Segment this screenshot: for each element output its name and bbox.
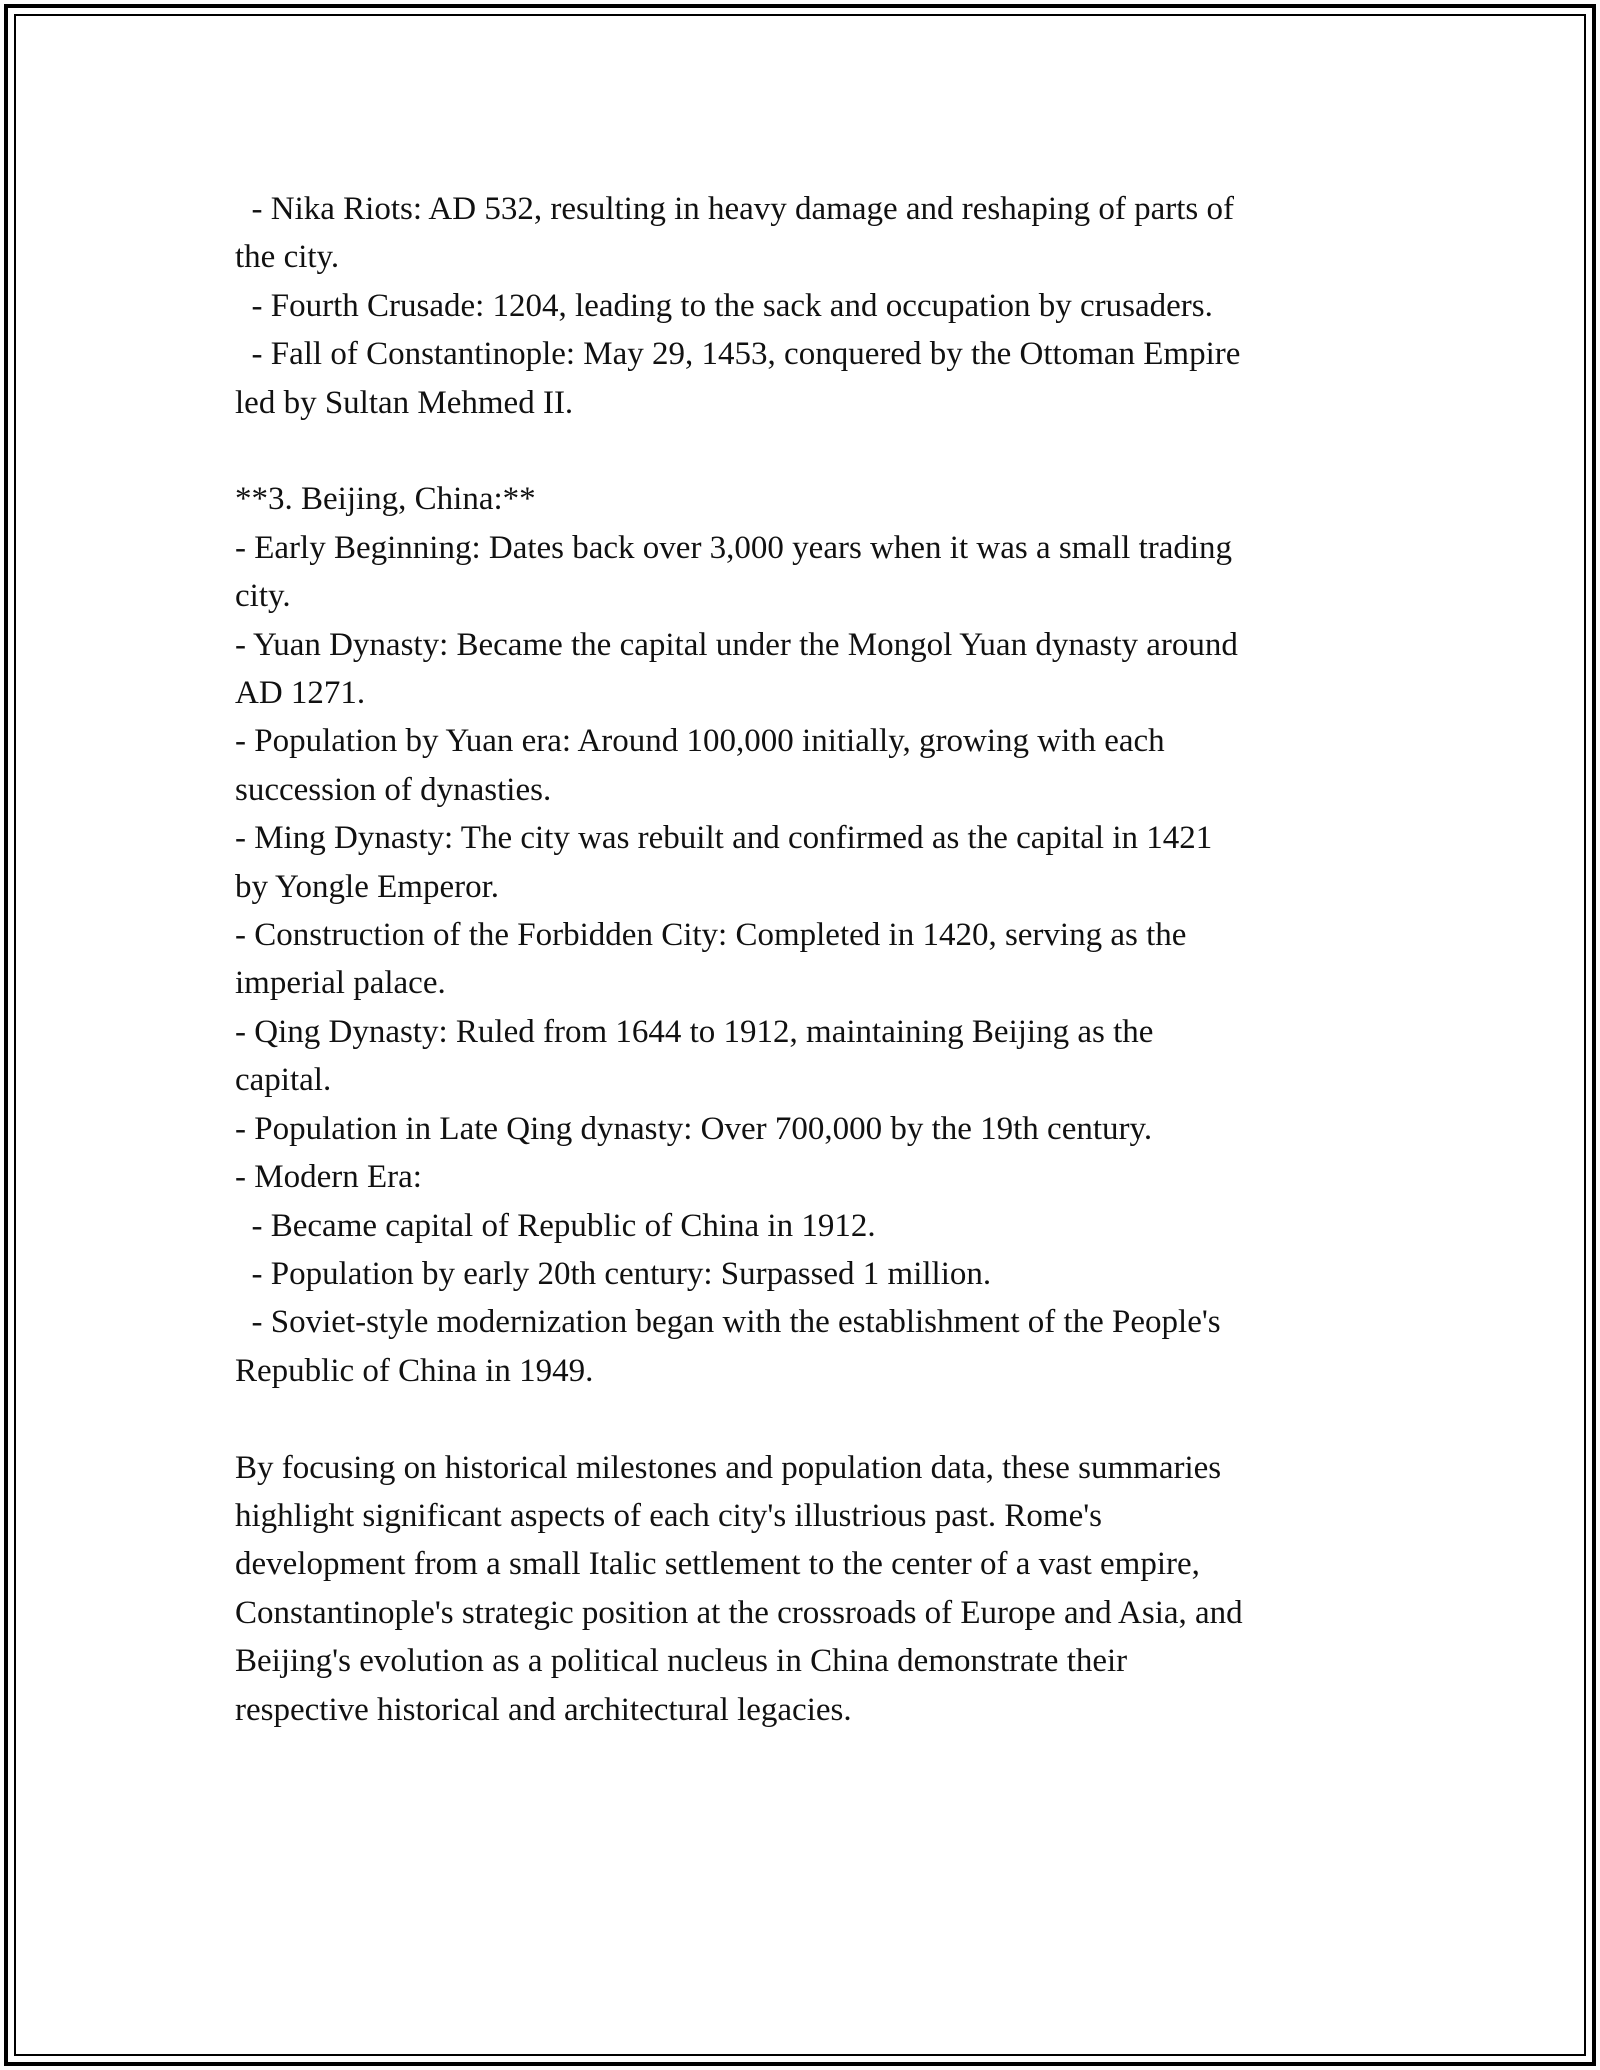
text-line: - Nika Riots: AD 532, resulting in heavy damage and reshaping of parts of	[235, 191, 1234, 227]
text-line: - Qing Dynasty: Ruled from 1644 to 1912, maintaining Beijing as the	[235, 1013, 1154, 1050]
text-line: by Yongle Emperor.	[235, 868, 499, 905]
text-line: led by Sultan Mehmed II.	[235, 384, 574, 421]
text-line: By focusing on historical milestones and population data, these summaries	[235, 1449, 1222, 1486]
text-line: city.	[235, 578, 291, 615]
text-line: the city.	[235, 239, 340, 276]
paragraph-spacer	[235, 427, 1365, 475]
text-line: - Fall of Constantinople: May 29, 1453, conquered by the Ottoman Empire	[235, 336, 1241, 373]
section-heading: **3. Beijing, China:**	[235, 481, 536, 518]
text-line: Constantinople's strategic position at the crossroads of Europe and Asia, and	[235, 1594, 1243, 1631]
text-line: imperial palace.	[235, 965, 446, 1002]
text-line: capital.	[235, 1062, 332, 1099]
text-line: - Fourth Crusade: 1204, leading to the sack and occupation by crusaders.	[235, 287, 1213, 324]
text-line: - Soviet-style modernization began with the establishment of the People's	[235, 1304, 1221, 1341]
text-line: - Construction of the Forbidden City: Completed in 1420, serving as the	[235, 917, 1187, 954]
text-line: - Ming Dynasty: The city was rebuilt and confirmed as the capital in 1421	[235, 820, 1213, 857]
text-line: development from a small Italic settlement to the center of a vast empire,	[235, 1546, 1200, 1583]
text-line: - Yuan Dynasty: Became the capital under the Mongol Yuan dynasty around	[235, 626, 1238, 663]
text-line: respective historical and architectural legacies.	[235, 1691, 852, 1728]
text-line: - Became capital of Republic of China in 1912.	[235, 1207, 876, 1244]
text-line: Republic of China in 1949.	[235, 1352, 594, 1389]
text-line: AD 1271.	[235, 675, 366, 712]
document-body	[235, 185, 1365, 1734]
summary-paragraph	[235, 1444, 1365, 1734]
text-line: - Modern Era:	[235, 1159, 422, 1196]
text-line: - Population in Late Qing dynasty: Over 700,000 by the 19th century.	[235, 1110, 1153, 1147]
constantinople-events-section	[235, 185, 1365, 427]
text-line: succession of dynasties.	[235, 771, 552, 808]
text-line: - Population by early 20th century: Surpassed 1 million.	[235, 1255, 992, 1292]
text-line: - Early Beginning: Dates back over 3,000 years when it was a small trading	[235, 529, 1233, 566]
text-line: Beijing's evolution as a political nucleus in China demonstrate their	[235, 1643, 1128, 1680]
paragraph-spacer	[235, 1395, 1365, 1443]
text-line: highlight significant aspects of each city's illustrious past. Rome's	[235, 1497, 1103, 1534]
beijing-section	[235, 475, 1365, 1395]
text-line: - Population by Yuan era: Around 100,000 initially, growing with each	[235, 723, 1165, 760]
